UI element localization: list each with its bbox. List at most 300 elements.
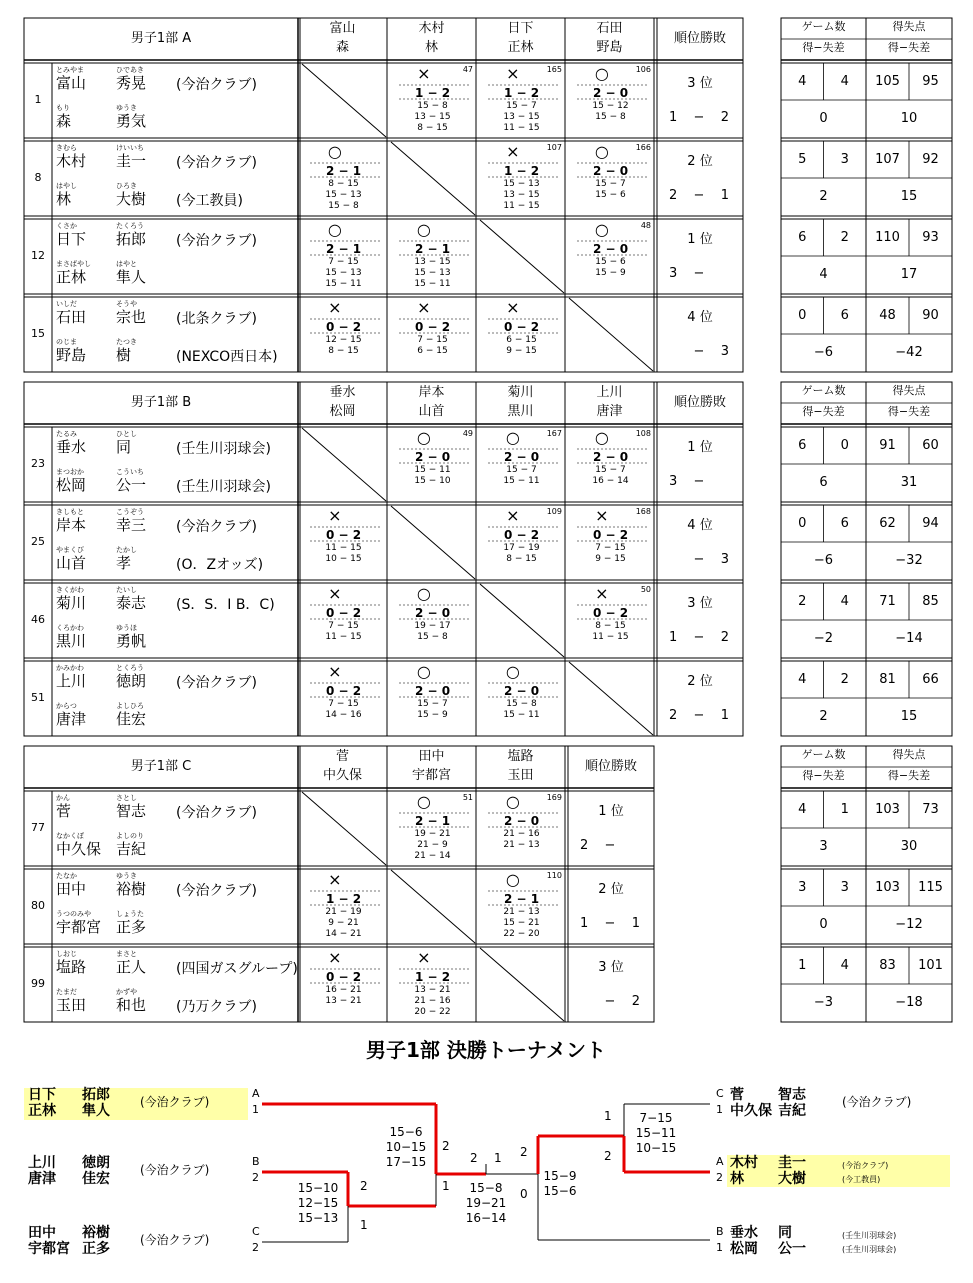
match-score: 10−15	[635, 1141, 677, 1155]
games-header: ゲーム数	[801, 384, 846, 397]
points-against: 60	[922, 438, 939, 453]
games-diff-header: 得−失差	[802, 41, 845, 54]
match-score: 19−21	[465, 1196, 507, 1210]
rank-value: 1 位	[687, 440, 713, 455]
match-number: 47	[462, 65, 473, 74]
team-club: (今治クラブ)	[140, 1095, 210, 1109]
games-diff: −6	[813, 553, 834, 568]
match-number: 48	[640, 221, 651, 230]
record-dash: −	[693, 474, 705, 489]
furigana: かずや	[116, 988, 137, 996]
player1-last-name: 菅	[56, 802, 72, 820]
set-count: 0 − 2	[325, 606, 362, 620]
game-score: 15 − 7	[595, 465, 626, 475]
furigana: はやし	[56, 182, 77, 190]
opponent-header-top: 上川	[596, 385, 623, 400]
opponent-header-bottom: 正林	[507, 40, 534, 55]
games-diff: 3	[819, 839, 828, 854]
match-result-mark: ○	[416, 220, 431, 239]
game-score: 9 − 15	[506, 346, 537, 356]
game-score: 7 − 15	[328, 699, 359, 709]
match-result-mark: ×	[328, 870, 342, 889]
player1-last-name: 木村	[56, 152, 87, 170]
player2-last-name: 森	[56, 112, 72, 130]
games-diff: 6	[819, 475, 828, 490]
match-number: 108	[635, 429, 651, 438]
games-won: 4	[798, 74, 807, 89]
game-score: 15 − 11	[414, 279, 451, 289]
set-count: 2	[360, 1179, 368, 1193]
match-result-mark: ×	[506, 298, 520, 317]
player1-last-name: 塩路	[56, 958, 87, 976]
rank-header: 順位勝敗	[673, 31, 727, 46]
seed-number: 1	[34, 93, 42, 106]
match-number: 166	[635, 143, 651, 152]
game-score: 21 − 16	[503, 829, 540, 839]
player1-last-name: 垂水	[56, 438, 87, 456]
opponent-header-top: 塩路	[507, 749, 534, 764]
game-score: 10 − 15	[325, 554, 362, 564]
seed-number: 46	[31, 613, 45, 626]
opponent-header-bottom: 中久保	[322, 768, 363, 783]
record-dash: −	[693, 110, 705, 125]
player2-first-name: 佳宏	[116, 710, 147, 728]
player1-first-name: 智志	[116, 802, 147, 820]
set-count: 1	[604, 1109, 612, 1123]
seed-number: 8	[34, 171, 42, 184]
game-score: 21 − 16	[414, 996, 451, 1006]
player1-last-name: 田中	[28, 1225, 56, 1241]
game-score: 15 − 10	[414, 476, 451, 486]
rank-value: 3 位	[687, 76, 713, 91]
game-score: 15 − 8	[328, 201, 359, 211]
match-number: 49	[462, 429, 473, 438]
player1-first-name: 徳朗	[116, 672, 147, 690]
match-result-mark: ×	[417, 64, 431, 83]
furigana: なかくぼ	[56, 832, 84, 840]
set-count: 2	[470, 1151, 478, 1165]
record-dash: −	[693, 708, 705, 723]
points-diff: −12	[895, 917, 923, 932]
games-lost: 4	[840, 958, 849, 973]
furigana: とみやま	[56, 66, 84, 74]
record-dash: −	[693, 630, 705, 645]
opponent-header-bottom: 林	[424, 40, 439, 55]
furigana: よしひろ	[116, 702, 144, 710]
seed-number: 77	[31, 821, 45, 834]
points-diff-header: 得−失差	[887, 769, 931, 782]
games-diff: −3	[813, 995, 834, 1010]
rank-value: 4 位	[687, 518, 713, 533]
player2-first-name: 吉紀	[116, 840, 147, 858]
player1-club: (壬生川羽球会)	[176, 441, 271, 457]
games-won: 5	[798, 152, 807, 167]
rank-value: 4 位	[687, 310, 713, 325]
points-diff: 30	[900, 839, 918, 854]
player1-club: (今治クラブ)	[176, 77, 257, 93]
furigana: しおじ	[56, 950, 77, 958]
opponent-header-top: 菅	[335, 749, 350, 764]
games-lost: 4	[840, 74, 849, 89]
games-won: 1	[798, 958, 807, 973]
set-count: 2 − 0	[592, 164, 629, 178]
seed-number: 15	[31, 327, 45, 340]
player1-club: (今治クラブ)	[176, 675, 257, 691]
set-count: 2 − 0	[592, 242, 629, 256]
furigana: くろかわ	[56, 624, 84, 632]
set-count: 2 − 0	[414, 606, 451, 620]
player2-last-name: 山首	[56, 554, 87, 572]
match-result-mark: ○	[594, 428, 609, 447]
set-count: 2	[442, 1139, 450, 1153]
diagonal-self-match	[391, 870, 475, 943]
player2-first-name: 勇気	[116, 112, 147, 130]
opponent-header-top: 菊川	[507, 385, 534, 400]
record-dash: −	[604, 994, 616, 1009]
opponent-header-bottom: 森	[335, 40, 350, 55]
game-score: 21 − 13	[503, 907, 540, 917]
furigana: くさか	[56, 222, 77, 230]
game-score: 15 − 7	[417, 699, 448, 709]
match-result-mark: ○	[505, 428, 520, 447]
game-score: 6 − 15	[417, 346, 448, 356]
wins-count: 3	[669, 474, 678, 489]
points-against: 90	[922, 308, 939, 323]
seed-number: 51	[31, 691, 45, 704]
game-score: 16 − 14	[592, 476, 629, 486]
player1-first-name: 同	[778, 1225, 792, 1241]
game-score: 15 − 7	[506, 465, 537, 475]
player2-first-name: 孝	[116, 554, 132, 572]
player1-club: (今治クラブ)	[176, 805, 257, 821]
games-lost: 6	[840, 308, 849, 323]
player1-first-name: 宗也	[116, 308, 147, 326]
losses-count: 3	[720, 344, 729, 359]
game-score: 21 − 19	[325, 907, 362, 917]
group-rank: 2	[252, 1171, 259, 1184]
player2-club: (壬生川羽球会)	[176, 479, 271, 495]
game-score: 11 − 15	[592, 632, 629, 642]
diagonal-self-match	[480, 220, 564, 293]
furigana: まさと	[116, 950, 137, 958]
player1-first-name: 秀晃	[116, 74, 147, 92]
player2-last-name: 正林	[56, 268, 87, 286]
game-score: 6 − 15	[506, 335, 537, 345]
match-result-mark: ×	[506, 506, 520, 525]
player2-last-name: 正林	[28, 1103, 56, 1119]
game-score: 15 − 9	[417, 710, 448, 720]
group-position: C	[716, 1087, 724, 1100]
games-lost: 2	[840, 230, 849, 245]
game-score: 11 − 15	[503, 201, 540, 211]
games-header: ゲーム数	[801, 748, 846, 761]
match-result-mark: ×	[506, 64, 520, 83]
game-score: 17 − 19	[503, 543, 540, 553]
game-score: 12 − 15	[325, 335, 362, 345]
game-score: 15 − 9	[595, 268, 626, 278]
wins-count: 2	[669, 708, 678, 723]
player1-last-name: 上川	[56, 672, 87, 690]
wins-count: 1	[580, 916, 589, 931]
match-result-mark: ○	[505, 662, 520, 681]
player1-first-name: 幸三	[116, 516, 147, 534]
tournament-title: 男子1部 決勝トーナメント	[365, 1038, 607, 1062]
match-result-mark: ○	[416, 792, 431, 811]
player1-first-name: 拓郎	[82, 1087, 110, 1103]
furigana: きくがわ	[56, 586, 84, 594]
points-for: 91	[879, 438, 896, 453]
rank-header: 順位勝敗	[584, 759, 638, 774]
set-count: 1 − 2	[503, 164, 540, 178]
set-count: 1 − 2	[414, 970, 451, 984]
rank-header: 順位勝敗	[673, 395, 727, 410]
game-score: 20 − 22	[414, 1007, 451, 1017]
diagonal-self-match	[391, 506, 475, 579]
furigana: たかし	[116, 546, 137, 554]
player1-club: (今治クラブ)	[176, 883, 257, 899]
wins-count: 1	[669, 630, 678, 645]
points-diff: −32	[895, 553, 923, 568]
match-result-mark: ×	[506, 142, 520, 161]
games-lost: 3	[840, 880, 849, 895]
opponent-header-top: 木村	[418, 21, 445, 36]
furigana: からつ	[56, 702, 77, 710]
group-title: 男子1部 C	[130, 759, 192, 774]
opponent-header-bottom: 山首	[418, 404, 445, 419]
match-result-mark: ○	[505, 792, 520, 811]
diagonal-self-match	[302, 64, 386, 137]
player2-club: (O．Zオッズ)	[176, 557, 264, 573]
games-diff-header: 得−失差	[802, 405, 845, 418]
match-result-mark: ×	[328, 506, 342, 525]
furigana: まさばやし	[56, 260, 91, 268]
points-header: 得失点	[892, 20, 926, 33]
player1-club: (今治クラブ)	[176, 233, 257, 249]
furigana: ひろき	[116, 182, 137, 190]
losses-count: 2	[631, 994, 640, 1009]
player1-first-name: 正人	[116, 958, 147, 976]
points-for: 62	[879, 516, 896, 531]
set-count: 0 − 2	[325, 684, 362, 698]
losses-count: 1	[720, 708, 729, 723]
record-dash: −	[693, 552, 705, 567]
opponent-header-bottom: 黒川	[507, 404, 534, 419]
player1-club: (S．S．I B．C)	[176, 597, 275, 613]
furigana: はやと	[116, 260, 137, 268]
furigana: きむら	[56, 144, 77, 152]
player2-club: (NEXCO西日本)	[176, 349, 278, 365]
points-diff: 17	[900, 267, 918, 282]
opponent-header-bottom: 唐津	[596, 404, 623, 419]
game-score: 15 − 11	[325, 279, 362, 289]
record-dash: −	[693, 266, 705, 281]
game-score: 13 − 15	[414, 112, 451, 122]
set-count: 2 − 0	[592, 86, 629, 100]
set-count: 1	[494, 1151, 502, 1165]
points-for: 83	[879, 958, 896, 973]
games-diff: 2	[819, 709, 828, 724]
set-count: 2	[520, 1145, 528, 1159]
points-against: 73	[922, 802, 939, 817]
games-won: 0	[798, 516, 807, 531]
set-count: 2 − 1	[414, 242, 451, 256]
match-score: 16−14	[465, 1211, 507, 1225]
match-result-mark: ○	[416, 428, 431, 447]
points-for: 71	[879, 594, 896, 609]
group-position: A	[252, 1087, 260, 1100]
team-club: (今治クラブ)	[842, 1161, 889, 1170]
group-rank: 1	[716, 1241, 723, 1254]
furigana: たるみ	[56, 430, 77, 438]
points-against: 93	[922, 230, 939, 245]
games-diff: 0	[819, 111, 828, 126]
player2-first-name: 正多	[116, 918, 147, 936]
points-for: 103	[875, 802, 900, 817]
game-score: 14 − 16	[325, 710, 362, 720]
set-count: 1	[360, 1218, 368, 1232]
points-against: 94	[922, 516, 939, 531]
player1-last-name: 日下	[56, 230, 87, 248]
group-title: 男子1部 B	[130, 395, 192, 410]
match-result-mark: ×	[417, 298, 431, 317]
game-score: 15 − 8	[417, 632, 448, 642]
furigana: かん	[56, 794, 70, 802]
set-count: 0 − 2	[325, 528, 362, 542]
diagonal-self-match	[480, 948, 564, 1021]
match-result-mark: ○	[594, 64, 609, 83]
player2-first-name: 大樹	[116, 190, 147, 208]
set-count: 0 − 2	[503, 320, 540, 334]
points-diff: 15	[900, 189, 918, 204]
player2-last-name: 宇都宮	[56, 918, 102, 936]
team-club: (今治クラブ)	[140, 1163, 210, 1177]
game-score: 14 − 21	[325, 929, 362, 939]
points-against: 101	[918, 958, 943, 973]
player2-first-name: 勇帆	[116, 632, 147, 650]
games-lost: 3	[840, 152, 849, 167]
games-header: ゲーム数	[801, 20, 846, 33]
game-score: 9 − 21	[328, 918, 359, 928]
game-score: 13 − 15	[503, 112, 540, 122]
points-for: 81	[879, 672, 896, 687]
game-score: 22 − 20	[503, 929, 540, 939]
seed-number: 99	[31, 977, 45, 990]
set-count: 0 − 2	[325, 970, 362, 984]
match-score: 10−15	[385, 1140, 427, 1154]
furigana: まつおか	[56, 468, 84, 476]
set-count: 1 − 2	[325, 892, 362, 906]
record-dash: −	[693, 344, 705, 359]
losses-count: 1	[631, 916, 640, 931]
player1-first-name: 泰志	[116, 594, 147, 612]
match-score: 15−6	[389, 1125, 423, 1139]
game-score: 13 − 15	[503, 190, 540, 200]
seed-number: 23	[31, 457, 45, 470]
points-for: 107	[875, 152, 900, 167]
group-rank: 2	[716, 1171, 723, 1184]
losses-count: 3	[720, 552, 729, 567]
games-diff: −2	[813, 631, 834, 646]
points-header: 得失点	[892, 384, 926, 397]
rank-value: 2 位	[598, 882, 624, 897]
player1-last-name: 垂水	[730, 1225, 758, 1241]
record-dash: −	[604, 838, 616, 853]
team-club: (今治クラブ)	[842, 1095, 912, 1109]
match-score: 15−9	[543, 1169, 577, 1183]
group-rank: 2	[252, 1241, 259, 1254]
team-club: (壬生川羽球会)	[842, 1245, 897, 1254]
points-diff: 10	[900, 111, 918, 126]
match-score: 12−15	[297, 1196, 339, 1210]
player2-club: (今工教員)	[176, 193, 243, 209]
points-for: 110	[875, 230, 900, 245]
diagonal-self-match	[302, 792, 386, 865]
game-score: 15 − 11	[414, 465, 451, 475]
player2-first-name: 樹	[116, 346, 132, 364]
player2-last-name: 中久保	[56, 840, 102, 858]
match-number: 50	[640, 585, 651, 594]
game-score: 8 − 15	[506, 554, 537, 564]
team-club: (今工教員)	[842, 1175, 881, 1184]
game-score: 7 − 15	[417, 335, 448, 345]
player2-last-name: 林	[730, 1171, 744, 1187]
game-score: 9 − 15	[595, 554, 626, 564]
opponent-header-bottom: 玉田	[507, 768, 534, 783]
furigana: そうや	[116, 300, 137, 308]
match-score: 15−8	[469, 1181, 503, 1195]
player2-first-name: 佳宏	[82, 1171, 110, 1187]
games-lost: 2	[840, 672, 849, 687]
furigana: ひであき	[116, 66, 144, 74]
group-position: A	[716, 1155, 724, 1168]
set-count: 2 − 0	[414, 684, 451, 698]
games-diff: 0	[819, 917, 828, 932]
match-score: 15−6	[543, 1184, 577, 1198]
opponent-header-top: 岸本	[418, 385, 445, 400]
player1-last-name: 菅	[730, 1087, 744, 1103]
group-position: B	[716, 1225, 724, 1238]
player1-club: (今治クラブ)	[176, 155, 257, 171]
player1-first-name: 裕樹	[82, 1225, 110, 1241]
wins-count: 2	[669, 188, 678, 203]
player2-first-name: 隼人	[82, 1103, 110, 1119]
player1-first-name: 圭一	[116, 152, 147, 170]
opponent-header-bottom: 野島	[596, 40, 623, 55]
match-score: 15−13	[297, 1211, 339, 1225]
games-won: 4	[798, 672, 807, 687]
wins-count: 2	[580, 838, 589, 853]
player2-last-name: 黒川	[56, 632, 87, 650]
set-count: 2 − 0	[592, 450, 629, 464]
team-club: (今治クラブ)	[140, 1233, 210, 1247]
game-score: 7 − 15	[595, 543, 626, 553]
rank-value: 3 位	[598, 960, 624, 975]
game-score: 15 − 6	[595, 257, 626, 267]
match-result-mark: ○	[594, 142, 609, 161]
games-diff: 4	[819, 267, 828, 282]
points-for: 48	[879, 308, 896, 323]
game-score: 7 − 15	[328, 621, 359, 631]
points-diff-header: 得−失差	[887, 41, 931, 54]
game-score: 15 − 7	[506, 101, 537, 111]
set-count: 2 − 0	[503, 814, 540, 828]
game-score: 15 − 7	[595, 179, 626, 189]
group-title: 男子1部 A	[130, 31, 192, 46]
losses-count: 1	[720, 188, 729, 203]
furigana: たいし	[116, 586, 137, 594]
player2-first-name: 隼人	[116, 268, 147, 286]
opponent-header-top: 田中	[418, 749, 445, 764]
